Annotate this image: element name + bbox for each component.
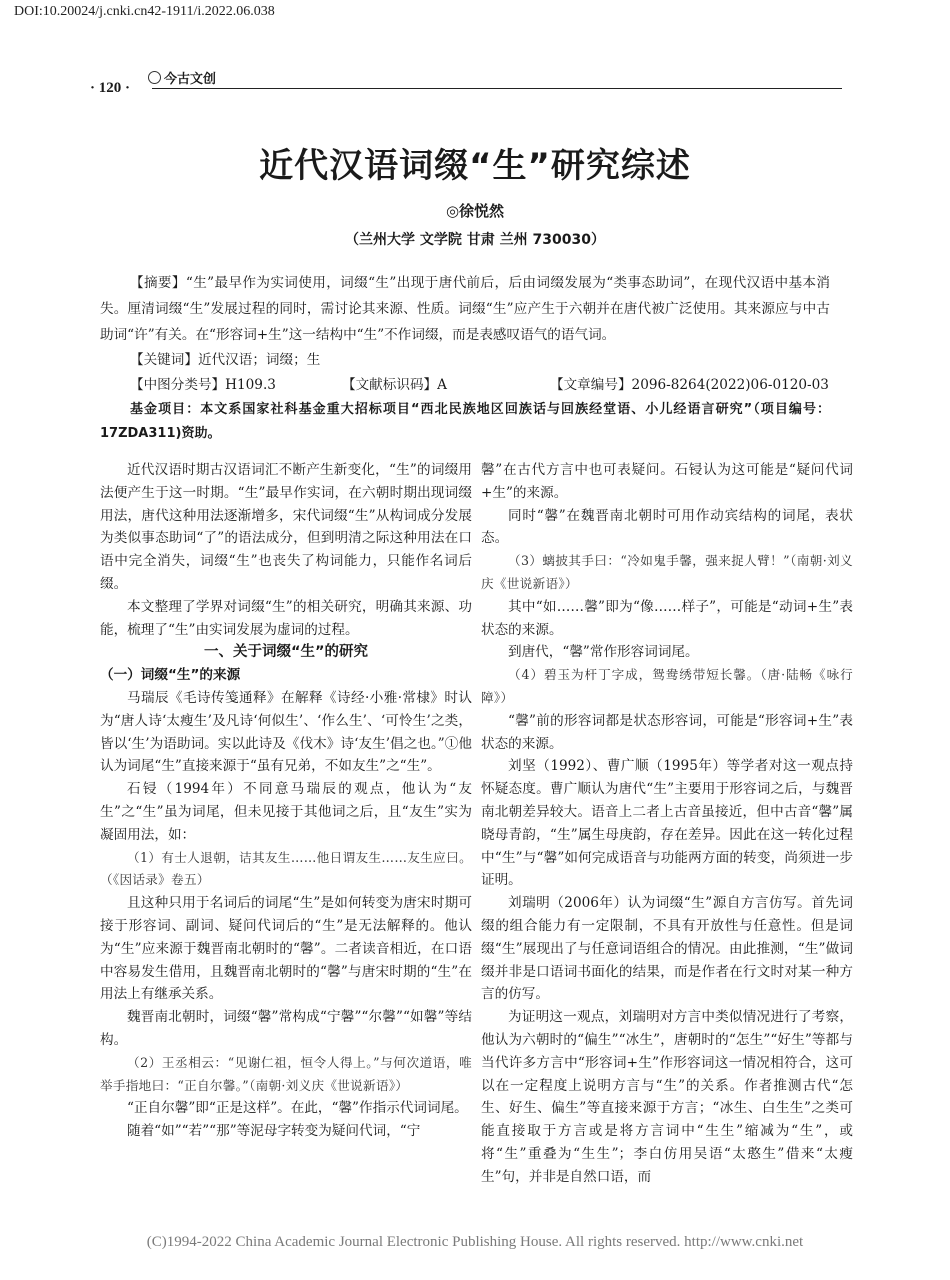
header-rule <box>152 88 842 89</box>
section-heading: 一、关于词缀“生”的研究 <box>203 644 369 661</box>
running-header <box>90 68 842 98</box>
classification-row <box>100 373 830 397</box>
paragraph: “馨”前的形容词都是状态形容词，可能是“形容词+生”表状态的来源。 <box>481 712 853 752</box>
paragraph: “正自尔馨”即“正是这样”。在此，“馨”作指示代词词尾。 <box>127 1100 468 1117</box>
example-sentence: （3）螭披其手曰：“冷如鬼手馨，强来捉人臂！”（南朝·刘义庆《世说新语》） <box>481 553 853 591</box>
example-sentence: （4）碧玉为杆丁字成，鸳鸯绣带短长馨。（唐·陆畅《咏行障》） <box>481 667 853 705</box>
paragraph: 近代汉语时期古汉语词汇不断产生新变化，“生”的词缀用法便产生于这一时期。“生”最早作实词，在六朝时期出现词缀用法，唐代这种用法逐渐增多，宋代词缀“生”从构词成分发展为类似事态助词“了”的语法成分，但到明清之际这种用法在口语中完全消失，词缀“生”也丧失了构词能力，只能作名词后缀。 <box>100 462 472 592</box>
paragraph: 刘瑞明（2006年）认为词缀“生”源自方言仿写。首先词缀的组合能力有一定限制，不具有开放性与任意性。但是词缀“生”展现出了与任意词语组合的情况。由此推测，“生”做词缀并非是口语词书面化的结果，而是作者在行文时对某一种方言的仿写。 <box>481 895 853 1003</box>
subsection-heading: （一）词缀“生”的来源 <box>100 667 241 684</box>
abstract: 【摘要】“生”最早作为实词使用，词缀“生”出现于唐代前后，后由词缀发展为“类事态助词”，在现代汉语中基本消失。厘清词缀“生”发展过程的同时，需讨论其来源、性质。词缀“生”应产生于六朝并在唐代被广泛使用。其来源应与中古助词“许”有关。在“形容词+生”这一结构中“生”不作词缀，而是表感叹语气的语气词。 <box>100 275 830 343</box>
journal-name-text: 今古文创 <box>164 72 217 87</box>
paragraph: 同时“馨”在魏晋南北朝时可用作动宾结构的词尾，表状态。 <box>481 507 853 547</box>
doi-line: DOI:10.20024/j.cnki.cn42-1911/i.2022.06.038 <box>14 4 275 19</box>
paragraph: 本文整理了学界对词缀“生”的相关研究，明确其来源、功能，梳理了“生”由实词发展为虚词的过程。 <box>100 598 472 638</box>
journal-name <box>148 68 216 87</box>
example-sentence: （2）王丞相云：“见谢仁祖，恒令人得上。”与何次道语，唯举手指地曰：“正自尔馨。”（南朝·刘义庆《世说新语》） <box>100 1054 472 1093</box>
paragraph: 馨”在古代方言中也可表疑问。石锓认为这可能是“疑问代词+生”的来源。 <box>481 462 853 501</box>
paragraph: 马瑞辰《毛诗传笺通释》在解释《诗经·小雅·常棣》时认为“唐人诗‘太瘦生’及凡诗‘何似生’、‘作么生’、‘可怜生’之类，皆以‘生’为语助词。实以此诗及《伐木》诗‘友生’倡之也。”①他认为词尾“生”直接来源于“虽有兄弟，不如友生”之“生”。 <box>100 689 472 775</box>
document-code: 【文献标识码】A <box>342 377 447 393</box>
article-title: 近代汉语词缀“生”研究综述 <box>259 146 691 186</box>
copyright-footer: (C)1994-2022 China Academic Journal Electronic Publishing House. All rights reserved. http://www.cnki.net <box>146 1234 804 1250</box>
paragraph: 且这种只用于名词后的词尾“生”是如何转变为唐宋时期可接于形容词、副词、疑问代词后的“生”是无法解释的。他认为“生”应来源于魏晋南北朝时的“馨”。二者读音相近，在口语中容易发生借用，且魏晋南北朝时的“馨”与唐宋时期的“生”在用法上有继承关系。 <box>100 895 472 1003</box>
paragraph: 其中“如……馨”即为“像……样子”，可能是“动词+生”表状态的来源。 <box>481 598 853 638</box>
author: ◎徐悦然 <box>445 202 505 220</box>
paragraph: 魏晋南北朝时，词缀“馨”常构成“宁馨”“尔馨”“如馨”等结构。 <box>100 1009 472 1048</box>
page-number: · 120 · <box>90 80 131 96</box>
paragraph: 石锓（1994年）不同意马瑞辰的观点，他认为“友生”之“生”虽为词尾，但未见接于其他词之后，且“友生”实为凝固用法，如： <box>100 781 472 843</box>
paragraph: 为证明这一观点，刘瑞明对方言中类似情况进行了考察，他认为六朝时的“偏生”“冰生”，唐朝时的“怎生”“好生”等都与当代许多方言中“形容词+生”作形容词这一情况相符合，这可以在一定程度上说明方言与“生”的关系。作者推测古代“怎生、好生、偏生”等直接来源于方言；“冰生、白生生”之类可能直接取于方言或是将方言词中“生生”缩减为“生”，或将“生”重叠为“生生”；李白仿用吴语“太憨生”借来“太瘦生”句，并非是自然口语，而 <box>481 1009 853 1185</box>
keywords: 【关键词】近代汉语；词缀；生 <box>130 352 321 368</box>
left-column <box>100 459 472 1143</box>
article-number: 【文章编号】2096-8264(2022)06-0120-03 <box>550 377 829 393</box>
paragraph: 到唐代，“馨”常作形容词词尾。 <box>508 644 699 661</box>
right-column <box>481 459 853 1189</box>
clc-number: 【中图分类号】H109.3 <box>130 377 276 393</box>
example-sentence: （1）有士人退朝，诘其友生……他日谓友生……友生应曰。（《因话录》卷五） <box>100 849 472 888</box>
journal-logo-icon <box>148 71 161 84</box>
paragraph: 刘坚（1992）、曹广顺（1995年）等学者对这一观点持怀疑态度。曹广顺认为唐代“生”主要用于形容词之后，与魏晋南北朝差异较大。语音上二者上古音虽接近，但中古音“馨”属晓母青韵，“生”属生母庚韵，存在差异。因此在这一转化过程中“生”与“馨”如何完成语音与功能两方面的转变，尚须进一步证明。 <box>481 758 853 889</box>
affiliation: （兰州大学 文学院 甘肃 兰州 730030） <box>345 232 605 248</box>
fund-note: 基金项目：本文系国家社科基金重大招标项目“西北民族地区回族话与回族经堂语、小儿经语言研究”（项目编号：17ZDA311)资助。 <box>100 402 830 441</box>
paragraph: 随着“如”“若”“那”等泥母字转变为疑问代词，“宁 <box>127 1123 421 1140</box>
